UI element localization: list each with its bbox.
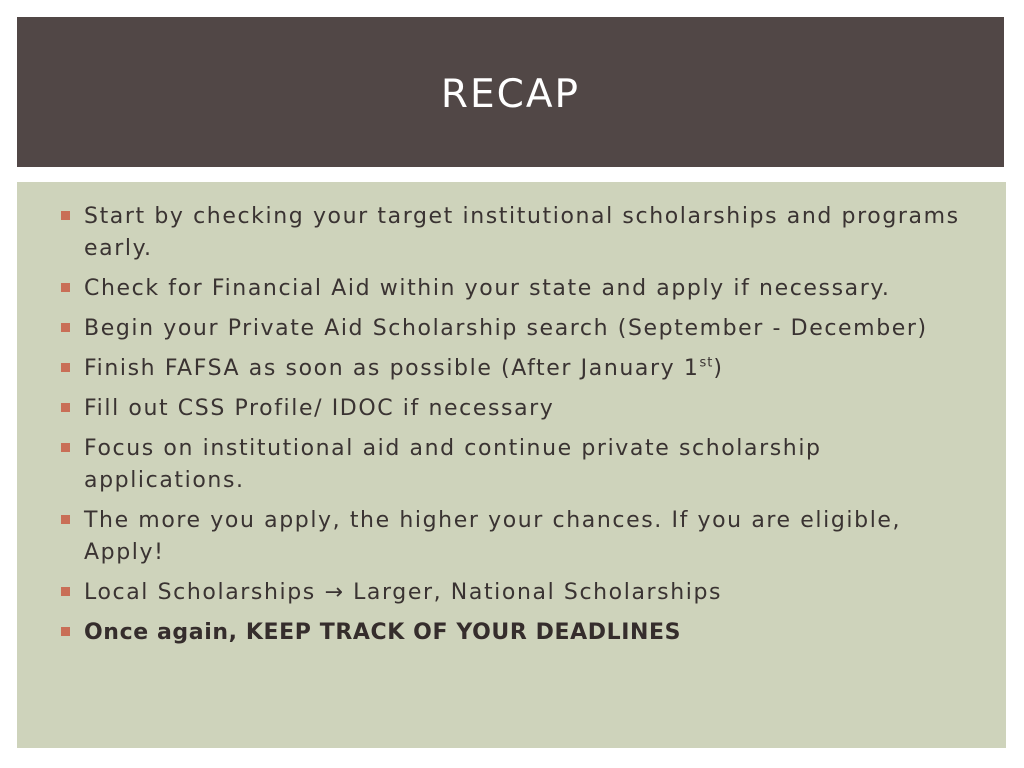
square-bullet-icon (61, 363, 70, 372)
bullet-text-end: ) (713, 356, 724, 381)
bullet-text: Begin your Private Aid Scholarship search (September - December) (84, 316, 928, 341)
bullet-text: Local Scholarships → Larger, National Scholarships (84, 580, 723, 605)
bullet-text-start: Finish FAFSA as soon as possible (After January 1 (84, 356, 700, 381)
bullet-text: Focus on institutional aid and continue private scholarship applications. (84, 436, 822, 493)
bullet-text: The more you apply, the higher your chances. If you are eligible, Apply! (84, 508, 902, 565)
square-bullet-icon (61, 627, 70, 636)
bullet-item-2 (17, 273, 1006, 305)
bullet-item-6 (17, 433, 1006, 497)
bullet-item-5 (17, 393, 1006, 425)
bullet-text: Fill out CSS Profile/ IDOC if necessary (84, 396, 555, 421)
bullet-item-8 (17, 577, 1006, 609)
bullet-text: Once again, KEEP TRACK OF YOUR DEADLINES (84, 620, 682, 645)
bullet-text: Start by checking your target institutional scholarships and programs early. (84, 204, 960, 261)
square-bullet-icon (61, 443, 70, 452)
square-bullet-icon (61, 211, 70, 220)
bullet-item-3 (17, 313, 1006, 345)
square-bullet-icon (61, 403, 70, 412)
bullet-item-4 (17, 353, 1006, 385)
square-bullet-icon (61, 283, 70, 292)
square-bullet-icon (61, 587, 70, 596)
square-bullet-icon (61, 323, 70, 332)
title-bar (17, 17, 1004, 167)
bullet-superscript: st (699, 355, 714, 371)
bullet-text: Check for Financial Aid within your state and apply if necessary. (84, 276, 891, 301)
square-bullet-icon (61, 515, 70, 524)
bullet-item-1 (17, 201, 1006, 265)
bullet-item-7 (17, 505, 1006, 569)
slide-title: RECAP (440, 71, 581, 117)
bullet-list (17, 182, 1006, 649)
content-panel (17, 182, 1006, 748)
bullet-item-9 (17, 617, 1006, 649)
